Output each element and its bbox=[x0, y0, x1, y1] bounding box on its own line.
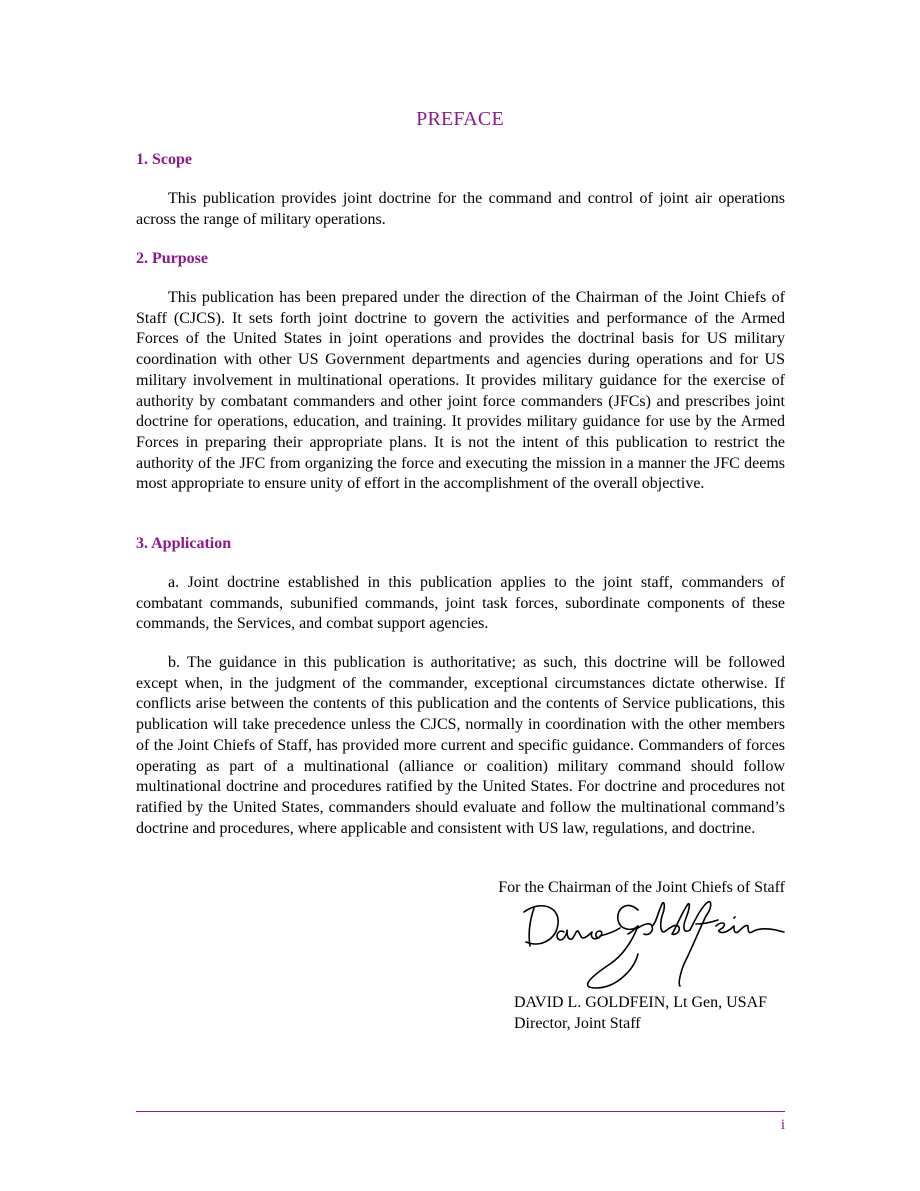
handwritten-signature bbox=[520, 898, 785, 990]
footer-rule bbox=[136, 1111, 785, 1112]
section-heading-scope: 1. Scope bbox=[136, 151, 192, 168]
page-number: i bbox=[780, 1117, 785, 1133]
signatory-title: Director, Joint Staff bbox=[514, 1015, 641, 1032]
application-paragraph-b: b. The guidance in this publication is authoritative; as such, this doctrine will be followed except when, in the judgment of the commander, exceptional circumstances dictate otherwise. If conflicts arise between the contents of this publication and the contents of Service publications, this publication will take precedence unless the CJCS, normally in coordination with the other members of the Joint Chiefs of Staff, has provided more current and specific guidance. Commanders of forces operating as part of a multinational (alliance or coalition) military command should follow multinational doctrine and procedures ratified by the United States. For doctrine and procedures not ratified by the United States, commanders should evaluate and follow the multinational command’s doctrine and procedures, where applicable and consistent with US law, regulations, and doctrine. bbox=[136, 654, 785, 837]
signature-name-lines bbox=[514, 992, 767, 1034]
purpose-paragraph: This publication has been prepared under the direction of the Chairman of the Joint Chiefs of Staff (CJCS). It sets forth joint doctrine to govern the activities and performance of the Armed Forces of the United States in joint operations and provides the doctrinal basis for US military coordination with other US Government departments and agencies during operations and for US military involvement in multinational operations. It provides military guidance for the exercise of authority by combatant commanders and other joint force commanders (JFCs) and prescribes joint doctrine for operations, education, and training. It provides military guidance for use by the Armed Forces in preparing their appropriate plans. It is not the intent of this publication to restrict the authority of the JFC from organizing the force and executing the mission in a manner the JFC deems most appropriate to ensure unity of effort in the accomplishment of the overall objective. bbox=[136, 289, 785, 493]
page-title: PREFACE bbox=[416, 108, 504, 130]
signature-for-line: For the Chairman of the Joint Chiefs of Staff bbox=[498, 879, 785, 896]
application-paragraph-a: a. Joint doctrine established in this publication applies to the joint staff, commanders of combatant commands, subunified commands, joint task forces, subordinate components of these commands, the Services, and combat support agencies. bbox=[136, 574, 785, 633]
section-heading-application: 3. Application bbox=[136, 535, 232, 552]
scope-paragraph: This publication provides joint doctrine for the command and control of joint air operations across the range of military operations. bbox=[136, 190, 785, 228]
section-heading-purpose: 2. Purpose bbox=[136, 250, 208, 267]
signatory-name: DAVID L. GOLDFEIN, Lt Gen, USAF bbox=[514, 994, 768, 1011]
